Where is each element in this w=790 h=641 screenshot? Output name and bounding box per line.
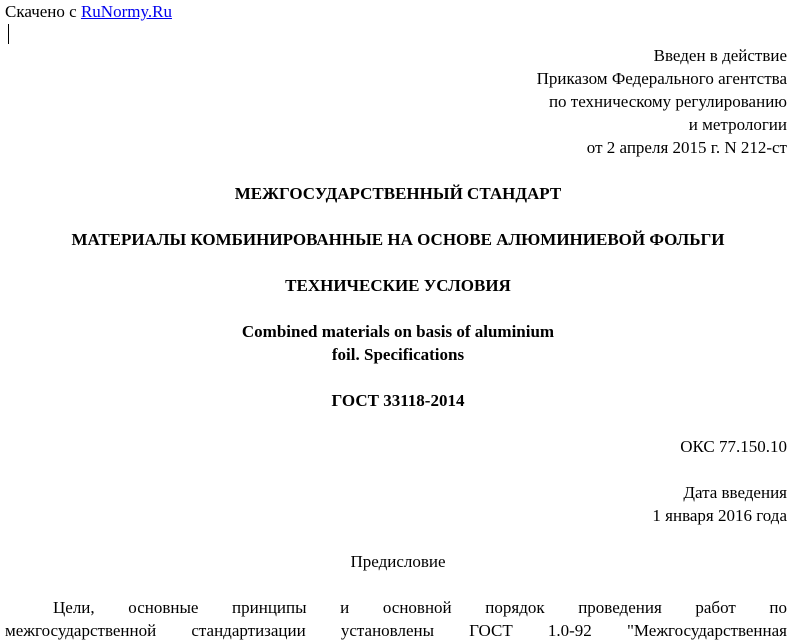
intro-line-3: по техническому регулированию: [548, 92, 787, 111]
text-cursor: [8, 24, 9, 44]
download-source-line: [5, 2, 172, 22]
english-title-line-2: foil. Specifications: [331, 345, 465, 364]
interstate-standard-heading: МЕЖГОСУДАРСТВЕННЫЙ СТАНДАРТ: [234, 184, 562, 203]
download-prefix: Скачено с: [5, 2, 77, 21]
intro-line-5: от 2 апреля 2015 г. N 212-ст: [586, 138, 787, 157]
runormy-link[interactable]: RuNormy.Ru: [80, 2, 172, 21]
preface-paragraph-line-1: Цели, основные принципы и основной порядок проведения работ по: [53, 598, 787, 617]
document-subtitle: ТЕХНИЧЕСКИЕ УСЛОВИЯ: [285, 276, 511, 295]
intro-date-value: 1 января 2016 года: [652, 506, 787, 525]
document-main-title: МАТЕРИАЛЫ КОМБИНИРОВАННЫЕ НА ОСНОВЕ АЛЮМИНИЕВОЙ ФОЛЬГИ: [71, 230, 725, 249]
preface-heading: Предисловие: [350, 552, 446, 571]
intro-line-4: и метрологии: [688, 115, 787, 134]
oks-code: ОКС 77.150.10: [680, 437, 787, 456]
english-title-line-1: Combined materials on basis of aluminium: [241, 322, 555, 341]
gost-number: ГОСТ 33118-2014: [331, 391, 465, 410]
intro-line-1: Введен в действие: [653, 46, 787, 65]
intro-line-2: Приказом Федерального агентства: [536, 69, 787, 88]
preface-paragraph-line-2: межгосударственной стандартизации установлены ГОСТ 1.0-92 "Межгосударственная: [5, 621, 787, 640]
intro-date-label: Дата введения: [683, 483, 787, 502]
